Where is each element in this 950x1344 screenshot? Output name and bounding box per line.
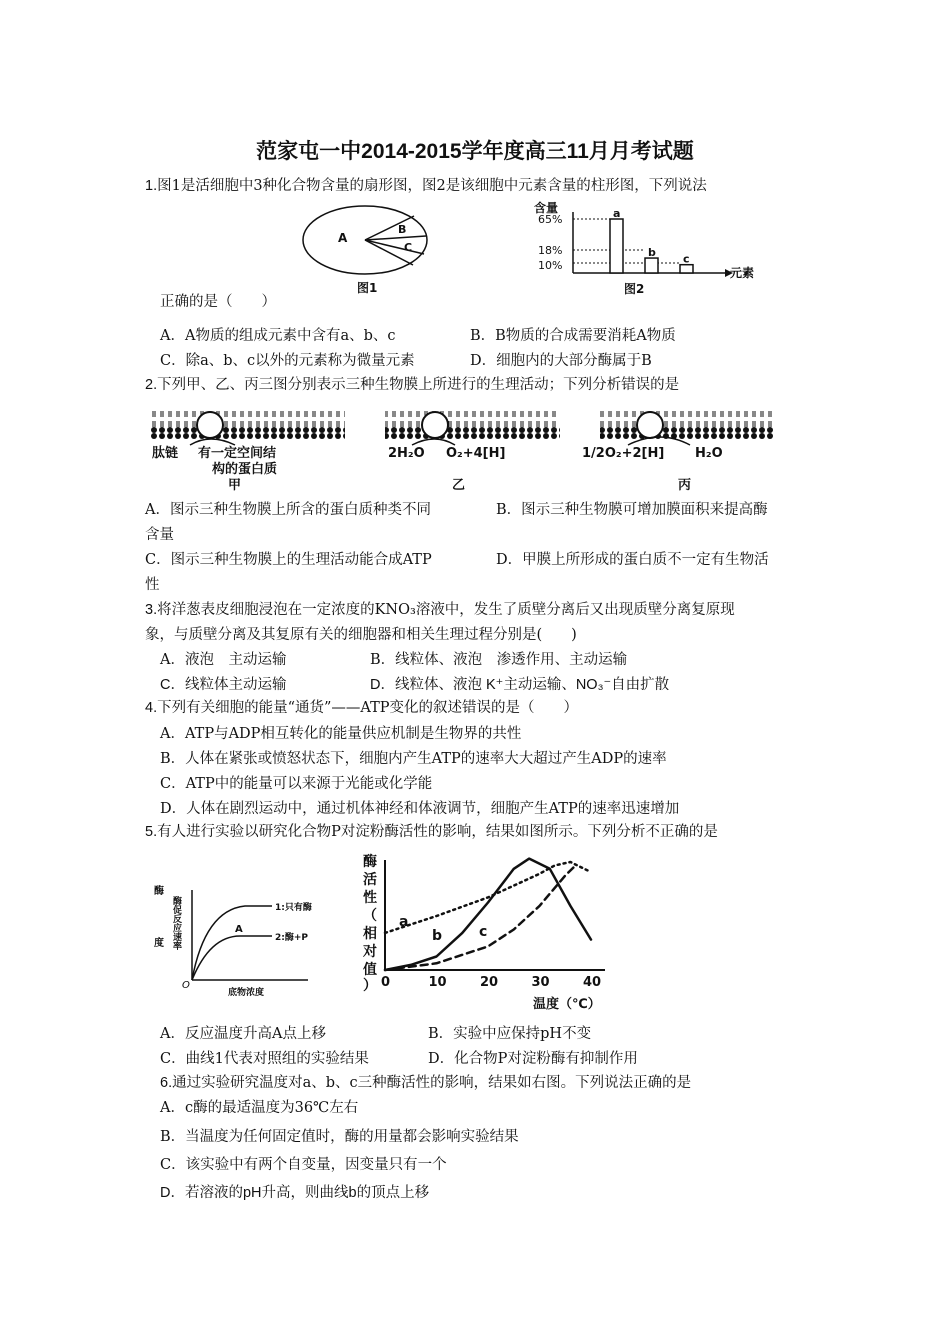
q3-option-d: D．线粒体、液泡 K⁺主动运输、NO₃⁻自由扩散	[370, 677, 670, 693]
reaction-arrow	[412, 439, 455, 445]
q6-option-b: B．当温度为任何固定值时，酶的用量都会影响实验结果	[160, 1129, 519, 1145]
q1-option-c: C．除a、b、c以外的元素称为微量元素	[160, 353, 415, 369]
q6-ylabel-5: 相	[363, 926, 377, 942]
q1-option-b: B．B物质的合成需要消耗A物质	[470, 328, 676, 344]
fig2-tick: 10%	[538, 259, 563, 272]
jia-left-label: 肽链	[152, 446, 179, 461]
yi-name: 乙	[452, 478, 466, 493]
fig2-bar-label-c: c	[683, 252, 690, 266]
q5-curve-2	[192, 936, 272, 980]
fig2-tick: 65%	[538, 213, 563, 226]
q5-curve-2-label: 2:酶+P	[275, 933, 308, 943]
stem-text: 将洋葱表皮细胞浸泡在一定浓度的KNO₃溶液中，发生了质壁分离后又出现质壁分离复原现	[157, 602, 735, 618]
membrane-protein	[422, 412, 448, 438]
jia-name: 甲	[228, 478, 242, 493]
jia-right-label: 有一定空间结	[198, 446, 277, 461]
q6-x-tick-0: 0	[381, 975, 391, 990]
membrane-protein	[637, 412, 663, 438]
fig2-bar-b	[645, 258, 658, 273]
q3-option-b: B．线粒体、液泡 渗透作用、主动运输	[370, 652, 628, 668]
q2-option-c: C．图示三种生物膜上的生理活动能合成ATP	[145, 552, 432, 568]
stem-text: 图1是活细胞中3种化合物含量的扇形图，图2是该细胞中元素含量的柱形图，下列说法	[157, 178, 707, 194]
question-number: 2.	[145, 377, 158, 393]
q5-ylabel-bottom: 度	[154, 938, 164, 949]
question-6-stem	[160, 1073, 691, 1093]
membrane-jia	[150, 411, 345, 439]
q6-x-tick-40: 40	[583, 975, 602, 990]
q5-option-a: A．反应温度升高A点上移	[160, 1026, 326, 1042]
q6-series	[385, 859, 591, 970]
fig2-caption: 图2	[624, 282, 645, 295]
q2-option-a: A．图示三种生物膜上所含的蛋白质种类不同	[145, 502, 431, 518]
q2-option-d-cont: 性	[145, 577, 160, 593]
fig2-bar-a	[610, 219, 623, 273]
q4-option-b: B．人体在紧张或愤怒状态下，细胞内产生ATP的速率大大超过产生ADP的速率	[160, 751, 667, 767]
q5-figure	[150, 880, 340, 1000]
fig1-caption: 图1	[357, 281, 378, 294]
pie-label-b: B	[398, 223, 407, 236]
bing-left-label: 1/2O₂+2[H]	[582, 446, 665, 461]
pie-divider	[365, 216, 414, 240]
q6-ylabel-3: 性	[363, 890, 377, 906]
q3-option-c: C．线粒体主动运输	[160, 677, 287, 693]
q4-option-d: D．人体在剧烈运动中，通过机体神经和体液调节，细胞产生ATP的速率迅速增加	[160, 801, 680, 817]
fig2-xlabel: 元素	[730, 266, 755, 280]
stem-text: 通过实验研究温度对a、b、c三种酶活性的影响，结果如右图。下列说法正确的是	[172, 1075, 692, 1091]
q6-option-a: A．c酶的最适温度为36℃左右	[160, 1100, 359, 1116]
q6-series-label-c: c	[479, 924, 488, 940]
fig2-bar-label-b: b	[648, 246, 656, 260]
question-1-stem-cont: 正确的是（ ）	[160, 294, 276, 310]
fig2-bar-label-a: a	[613, 207, 621, 220]
pie-divider	[365, 236, 426, 240]
fig2-bar-c	[680, 265, 693, 273]
question-number: 1.	[145, 178, 158, 194]
question-number: 6.	[160, 1075, 173, 1091]
q4-option-a: A．ATP与ADP相互转化的能量供应机制是生物界的共性	[160, 726, 522, 742]
stem-text: 下列甲、乙、丙三图分别表示三种生物膜上所进行的生理活动；下列分析错误的是	[157, 377, 680, 393]
q5-origin: O	[182, 980, 190, 991]
question-1-stem	[145, 176, 707, 196]
q3-option-a: A．液泡 主动运输	[160, 652, 287, 668]
question-3-stem-cont: 象，与质壁分离及其复原有关的细胞器和相关生理过程分别是( )	[145, 627, 577, 643]
q1-bar-figure	[530, 200, 780, 295]
q6-x-tick-20: 20	[480, 975, 499, 990]
q6-series-label-b: b	[432, 928, 443, 944]
question-number: 3.	[145, 602, 158, 618]
q2-membrane-figure	[150, 405, 810, 493]
q6-chart	[355, 848, 615, 1013]
pie-label-c: C	[404, 241, 413, 254]
stem-text: 有人进行实验以研究化合物P对淀粉酶活性的影响，结果如图所示。下列分析不正确的是	[157, 824, 718, 840]
q6-ylabel-1: 酶	[363, 854, 377, 870]
yi-right-label: O₂+4[H]	[446, 446, 506, 461]
q1-option-a: A．A物质的组成元素中含有a、b、c	[160, 328, 396, 344]
q6-ylabel-8: ）	[363, 978, 377, 994]
question-3-stem	[145, 600, 735, 620]
membrane-bing	[600, 411, 775, 439]
q6-ylabel-7: 值	[363, 962, 377, 978]
bing-name: 丙	[678, 478, 692, 493]
q1-pie-figure	[300, 202, 440, 294]
question-4-stem	[145, 698, 578, 718]
yi-left-label: 2H₂O	[388, 446, 425, 461]
pie-label-a: A	[338, 231, 348, 245]
pie-divider	[365, 240, 424, 254]
q6-option-d: D．若溶液的pH升高，则曲线b的顶点上移	[160, 1185, 430, 1201]
q6-series-label-a: a	[399, 914, 409, 930]
q6-ylabel-6: 对	[363, 944, 377, 960]
q5-option-b: B．实验中应保持pH不变	[428, 1026, 592, 1042]
q6-option-c: C．该实验中有两个自变量，因变量只有一个	[160, 1157, 447, 1173]
q5-point-a: A	[235, 924, 243, 935]
fig2-bars	[610, 207, 693, 273]
q6-ylabel-2: 活	[363, 872, 377, 888]
q6-ylabel-4: （	[363, 908, 377, 924]
fig2-tick: 18%	[538, 244, 563, 257]
question-number: 4.	[145, 700, 158, 716]
q6-x-tick-30: 30	[531, 975, 550, 990]
bing-right-label: H₂O	[695, 446, 723, 461]
q6-series-a	[385, 862, 591, 933]
q1-option-d: D．细胞内的大部分酶属于B	[470, 353, 652, 369]
question-number: 5.	[145, 824, 158, 840]
q6-series-c	[385, 865, 576, 970]
stem-text: 下列有关细胞的能量“通货”——ATP变化的叙述错误的是（ ）	[157, 700, 579, 716]
page-title: 范家屯一中2014-2015学年度高三11月月考试题	[256, 140, 694, 163]
q6-xlabel: 温度（℃）	[533, 997, 601, 1012]
q5-xlabel: 底物浓度	[228, 988, 265, 998]
q5-curve-1-label: 1:只有酶	[275, 903, 312, 913]
membrane-protein	[197, 412, 223, 438]
fig2-ylabel: 含量	[534, 201, 559, 215]
q5-ylabel-top: 酶	[154, 886, 164, 897]
q5-option-d: D．化合物P对淀粉酶有抑制作用	[428, 1051, 638, 1067]
q2-option-b-cont: 含量	[145, 527, 174, 543]
question-2-stem	[145, 375, 679, 395]
q4-option-c: C．ATP中的能量可以来源于光能或化学能	[160, 776, 433, 792]
q2-option-d: D．甲膜上所形成的蛋白质不一定有生物活	[496, 552, 769, 568]
q2-option-b: B．图示三种生物膜可增加膜面积来提高酶	[496, 502, 768, 518]
jia-right-label-2: 构的蛋白质	[212, 462, 278, 477]
q5-option-c: C．曲线1代表对照组的实验结果	[160, 1051, 369, 1067]
q5-ylabel: 酶促反应速率	[171, 896, 181, 950]
membrane-yi	[385, 411, 560, 439]
q6-x-ticks	[381, 975, 601, 990]
q6-series-b	[385, 859, 591, 970]
q6-x-tick-10: 10	[428, 975, 447, 990]
reaction-arrow	[190, 439, 235, 445]
q5-curve-1	[192, 906, 272, 980]
question-5-stem	[145, 822, 718, 842]
